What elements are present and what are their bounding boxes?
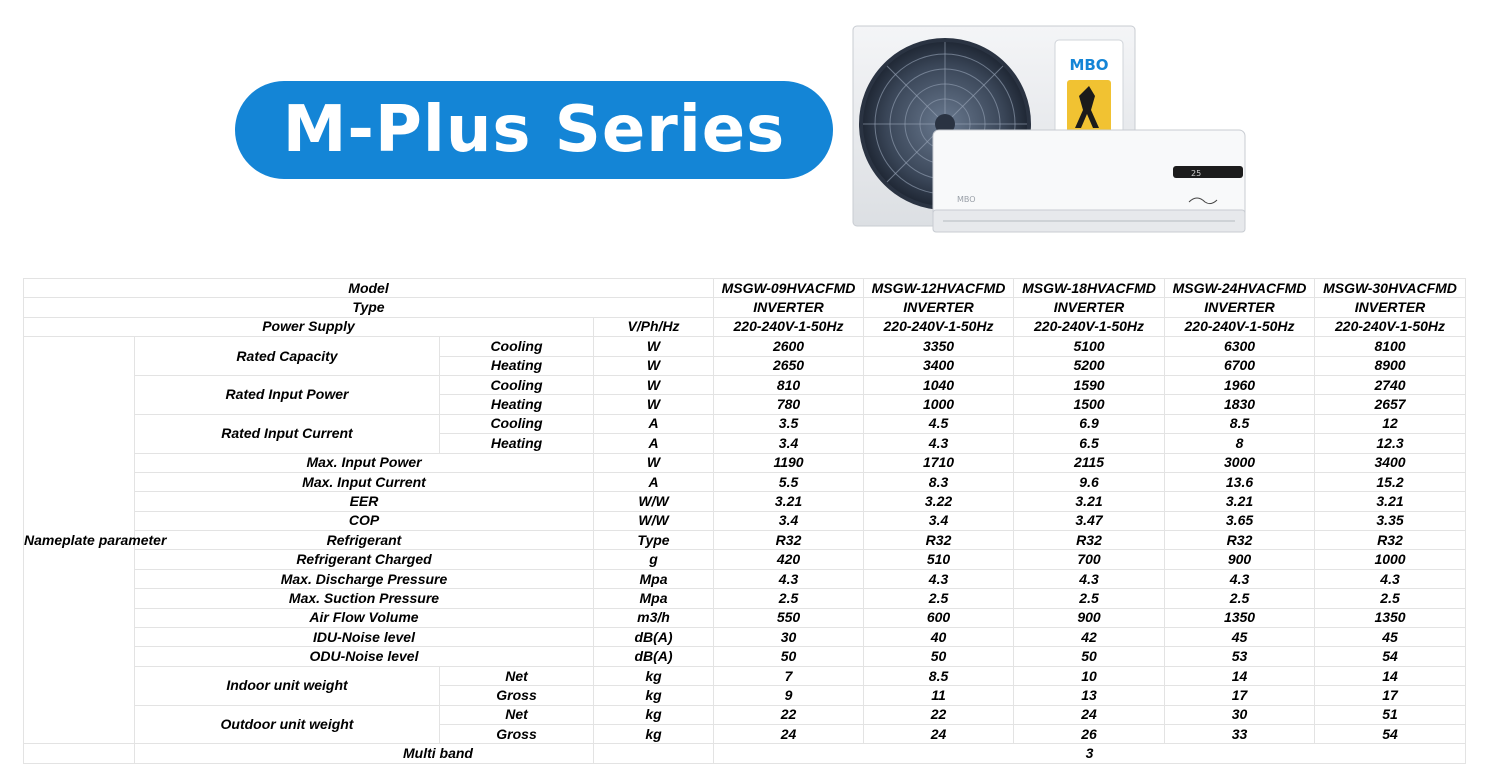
value-cell: 5200 — [1014, 356, 1165, 375]
value-cell: 11 — [864, 686, 1014, 705]
param-label-cop: COP — [135, 511, 594, 530]
value-cell: 24 — [1014, 705, 1165, 724]
param-unit: W — [594, 453, 714, 472]
series-title-banner — [235, 81, 833, 179]
table-row — [24, 414, 1466, 433]
value-cell: 12.3 — [1315, 434, 1466, 453]
table-row — [24, 531, 1466, 550]
value-cell: R32 — [1014, 531, 1165, 550]
value-cell: 1710 — [864, 453, 1014, 472]
series-title: M-Plus Series — [282, 93, 786, 167]
param-label-max-input-current: Max. Input Current — [135, 472, 594, 491]
param-sublabel-heating: Heating — [440, 434, 594, 453]
indoor-display — [1173, 166, 1243, 178]
value-cell: 1000 — [1315, 550, 1466, 569]
param-unit: Mpa — [594, 589, 714, 608]
value-cell: 30 — [714, 628, 864, 647]
type-cell: INVERTER — [1014, 298, 1165, 317]
table-row-partial — [24, 744, 1466, 763]
table-row-model — [24, 279, 1466, 298]
table-row — [24, 472, 1466, 491]
value-cell: 8900 — [1315, 356, 1466, 375]
value-cell: 3000 — [1165, 453, 1315, 472]
table-row — [24, 337, 1466, 356]
model-label: Model — [24, 279, 714, 298]
table-row — [24, 511, 1466, 530]
type-cell: INVERTER — [1315, 298, 1466, 317]
value-cell: 22 — [714, 705, 864, 724]
value-cell: 3.21 — [1315, 492, 1466, 511]
value-cell: 50 — [714, 647, 864, 666]
value-cell: 9 — [714, 686, 864, 705]
value-cell: 1040 — [864, 375, 1014, 394]
power-supply-label: Power Supply — [24, 317, 594, 336]
value-cell: 33 — [1165, 724, 1315, 743]
param-label-multi-band: Multi band — [135, 744, 594, 763]
value-cell: 3.21 — [1165, 492, 1315, 511]
value-cell: R32 — [1165, 531, 1315, 550]
value-cell: 3400 — [1315, 453, 1466, 472]
outdoor-logo: MBO — [1069, 56, 1109, 74]
value-cell: 3400 — [864, 356, 1014, 375]
param-label-rated-capacity: Rated Capacity — [135, 337, 440, 376]
type-label: Type — [24, 298, 714, 317]
type-cell: INVERTER — [1165, 298, 1315, 317]
param-unit: dB(A) — [594, 628, 714, 647]
param-label-max-suction-pressure: Max. Suction Pressure — [135, 589, 594, 608]
value-cell: 600 — [864, 608, 1014, 627]
value-cell: 4.3 — [864, 569, 1014, 588]
param-sublabel-heating: Heating — [440, 356, 594, 375]
value-cell: 5.5 — [714, 472, 864, 491]
value-cell: R32 — [1315, 531, 1466, 550]
value-cell: 30 — [1165, 705, 1315, 724]
value-cell: 3.47 — [1014, 511, 1165, 530]
param-label-air-flow-volume: Air Flow Volume — [135, 608, 594, 627]
value-cell: 1830 — [1165, 395, 1315, 414]
value-cell: 42 — [1014, 628, 1165, 647]
value-cell: 810 — [714, 375, 864, 394]
value-cell: 510 — [864, 550, 1014, 569]
param-unit: W — [594, 356, 714, 375]
power-cell: 220-240V-1-50Hz — [1165, 317, 1315, 336]
value-cell: 1590 — [1014, 375, 1165, 394]
table-row — [24, 492, 1466, 511]
value-cell: 900 — [1165, 550, 1315, 569]
param-sublabel-cooling: Cooling — [440, 414, 594, 433]
value-cell: 1190 — [714, 453, 864, 472]
param-unit: W — [594, 375, 714, 394]
param-sublabel-net: Net — [440, 705, 594, 724]
value-cell: 10 — [1014, 666, 1165, 685]
param-label-odu-noise-level: ODU-Noise level — [135, 647, 594, 666]
param-unit: g — [594, 550, 714, 569]
param-label-rated-input-current: Rated Input Current — [135, 414, 440, 453]
param-sublabel-cooling: Cooling — [440, 375, 594, 394]
value-cell: 2740 — [1315, 375, 1466, 394]
value-cell: 22 — [864, 705, 1014, 724]
model-cell: MSGW-30HVACFMD — [1315, 279, 1466, 298]
type-cell: INVERTER — [714, 298, 864, 317]
value-cell: 45 — [1165, 628, 1315, 647]
value-cell: 6300 — [1165, 337, 1315, 356]
param-unit: kg — [594, 724, 714, 743]
value-cell: 51 — [1315, 705, 1466, 724]
param-label-idu-noise-level: IDU-Noise level — [135, 628, 594, 647]
value-cell: 12 — [1315, 414, 1466, 433]
param-unit: dB(A) — [594, 647, 714, 666]
table-row — [24, 569, 1466, 588]
indoor-logo: MBO — [957, 195, 976, 204]
value-cell: 26 — [1014, 724, 1165, 743]
value-cell: 700 — [1014, 550, 1165, 569]
value-cell: 8.3 — [864, 472, 1014, 491]
power-cell: 220-240V-1-50Hz — [714, 317, 864, 336]
param-unit: W/W — [594, 511, 714, 530]
value-cell: 14 — [1315, 666, 1466, 685]
value-cell: 3.4 — [864, 511, 1014, 530]
value-cell: 3.35 — [1315, 511, 1466, 530]
value-cell: 2600 — [714, 337, 864, 356]
value-cell: 4.3 — [1014, 569, 1165, 588]
param-sublabel-gross: Gross — [440, 686, 594, 705]
value-cell: 2.5 — [1315, 589, 1466, 608]
value-cell: 7 — [714, 666, 864, 685]
empty-cell — [594, 744, 714, 763]
param-label-eer: EER — [135, 492, 594, 511]
power-cell: 220-240V-1-50Hz — [1315, 317, 1466, 336]
value-cell: 2.5 — [1014, 589, 1165, 608]
param-unit: kg — [594, 705, 714, 724]
table-row — [24, 375, 1466, 394]
value-cell: 8 — [1165, 434, 1315, 453]
param-unit: A — [594, 414, 714, 433]
value-cell: 15.2 — [1315, 472, 1466, 491]
param-sublabel-cooling: Cooling — [440, 337, 594, 356]
value-cell: 1350 — [1165, 608, 1315, 627]
value-cell: 4.3 — [714, 569, 864, 588]
value-cell: 8100 — [1315, 337, 1466, 356]
param-unit: m3/h — [594, 608, 714, 627]
group-label: Nameplate parameter — [24, 337, 135, 744]
value-cell: 50 — [1014, 647, 1165, 666]
value-cell: 53 — [1165, 647, 1315, 666]
param-unit: kg — [594, 666, 714, 685]
value-cell: 4.3 — [1315, 569, 1466, 588]
value-cell: 2.5 — [864, 589, 1014, 608]
param-label-max-discharge-pressure: Max. Discharge Pressure — [135, 569, 594, 588]
value-cell: 2657 — [1315, 395, 1466, 414]
value-cell: 50 — [864, 647, 1014, 666]
param-unit: W — [594, 337, 714, 356]
model-cell: MSGW-12HVACFMD — [864, 279, 1014, 298]
value-cell: R32 — [714, 531, 864, 550]
power-supply-unit: V/Ph/Hz — [594, 317, 714, 336]
value-cell: 3.22 — [864, 492, 1014, 511]
value-cell: 3 — [714, 744, 1466, 763]
empty-cell — [24, 744, 135, 763]
param-unit: Mpa — [594, 569, 714, 588]
param-unit: W/W — [594, 492, 714, 511]
value-cell: 45 — [1315, 628, 1466, 647]
table-row — [24, 550, 1466, 569]
model-cell: MSGW-18HVACFMD — [1014, 279, 1165, 298]
value-cell: 6700 — [1165, 356, 1315, 375]
value-cell: 5100 — [1014, 337, 1165, 356]
param-unit: W — [594, 395, 714, 414]
value-cell: 17 — [1315, 686, 1466, 705]
svg-text:25: 25 — [1191, 169, 1202, 178]
table-row — [24, 589, 1466, 608]
table-row-power-supply — [24, 317, 1466, 336]
value-cell: 2115 — [1014, 453, 1165, 472]
value-cell: 13.6 — [1165, 472, 1315, 491]
param-unit: Type — [594, 531, 714, 550]
model-cell: MSGW-09HVACFMD — [714, 279, 864, 298]
value-cell: 1960 — [1165, 375, 1315, 394]
value-cell: 4.5 — [864, 414, 1014, 433]
value-cell: 3.4 — [714, 434, 864, 453]
table-row — [24, 647, 1466, 666]
param-unit: kg — [594, 686, 714, 705]
value-cell: 1500 — [1014, 395, 1165, 414]
value-cell: 780 — [714, 395, 864, 414]
value-cell: 3.21 — [714, 492, 864, 511]
specification-table — [23, 278, 1466, 764]
value-cell: 6.5 — [1014, 434, 1165, 453]
value-cell: 6.9 — [1014, 414, 1165, 433]
value-cell: 3.65 — [1165, 511, 1315, 530]
value-cell: 420 — [714, 550, 864, 569]
param-label-indoor-unit-weight: Indoor unit weight — [135, 666, 440, 705]
table-row — [24, 628, 1466, 647]
value-cell: 2.5 — [1165, 589, 1315, 608]
value-cell: 2650 — [714, 356, 864, 375]
table-row — [24, 608, 1466, 627]
table-row-type — [24, 298, 1466, 317]
value-cell: 3.4 — [714, 511, 864, 530]
value-cell: 54 — [1315, 724, 1466, 743]
param-sublabel-heating: Heating — [440, 395, 594, 414]
value-cell: 4.3 — [1165, 569, 1315, 588]
table-row — [24, 705, 1466, 724]
value-cell: 3.5 — [714, 414, 864, 433]
power-cell: 220-240V-1-50Hz — [1014, 317, 1165, 336]
param-unit: A — [594, 434, 714, 453]
param-label-refrigerant-charged: Refrigerant Charged — [135, 550, 594, 569]
value-cell: 2.5 — [714, 589, 864, 608]
value-cell: 9.6 — [1014, 472, 1165, 491]
value-cell: 54 — [1315, 647, 1466, 666]
table-row — [24, 453, 1466, 472]
value-cell: 3.21 — [1014, 492, 1165, 511]
value-cell: 3350 — [864, 337, 1014, 356]
param-label-refrigerant: Refrigerant — [135, 531, 594, 550]
value-cell: 14 — [1165, 666, 1315, 685]
value-cell: 17 — [1165, 686, 1315, 705]
value-cell: 1000 — [864, 395, 1014, 414]
value-cell: 900 — [1014, 608, 1165, 627]
value-cell: 40 — [864, 628, 1014, 647]
power-cell: 220-240V-1-50Hz — [864, 317, 1014, 336]
param-unit: A — [594, 472, 714, 491]
value-cell: 550 — [714, 608, 864, 627]
type-cell: INVERTER — [864, 298, 1014, 317]
param-label-outdoor-unit-weight: Outdoor unit weight — [135, 705, 440, 744]
value-cell: R32 — [864, 531, 1014, 550]
param-sublabel-gross: Gross — [440, 724, 594, 743]
param-label-max-input-power: Max. Input Power — [135, 453, 594, 472]
air-conditioner-product-image — [845, 20, 1255, 240]
model-cell: MSGW-24HVACFMD — [1165, 279, 1315, 298]
value-cell: 24 — [714, 724, 864, 743]
param-sublabel-net: Net — [440, 666, 594, 685]
param-label-rated-input-power: Rated Input Power — [135, 375, 440, 414]
table-row — [24, 666, 1466, 685]
value-cell: 4.3 — [864, 434, 1014, 453]
value-cell: 8.5 — [864, 666, 1014, 685]
value-cell: 13 — [1014, 686, 1165, 705]
value-cell: 24 — [864, 724, 1014, 743]
value-cell: 1350 — [1315, 608, 1466, 627]
value-cell: 8.5 — [1165, 414, 1315, 433]
